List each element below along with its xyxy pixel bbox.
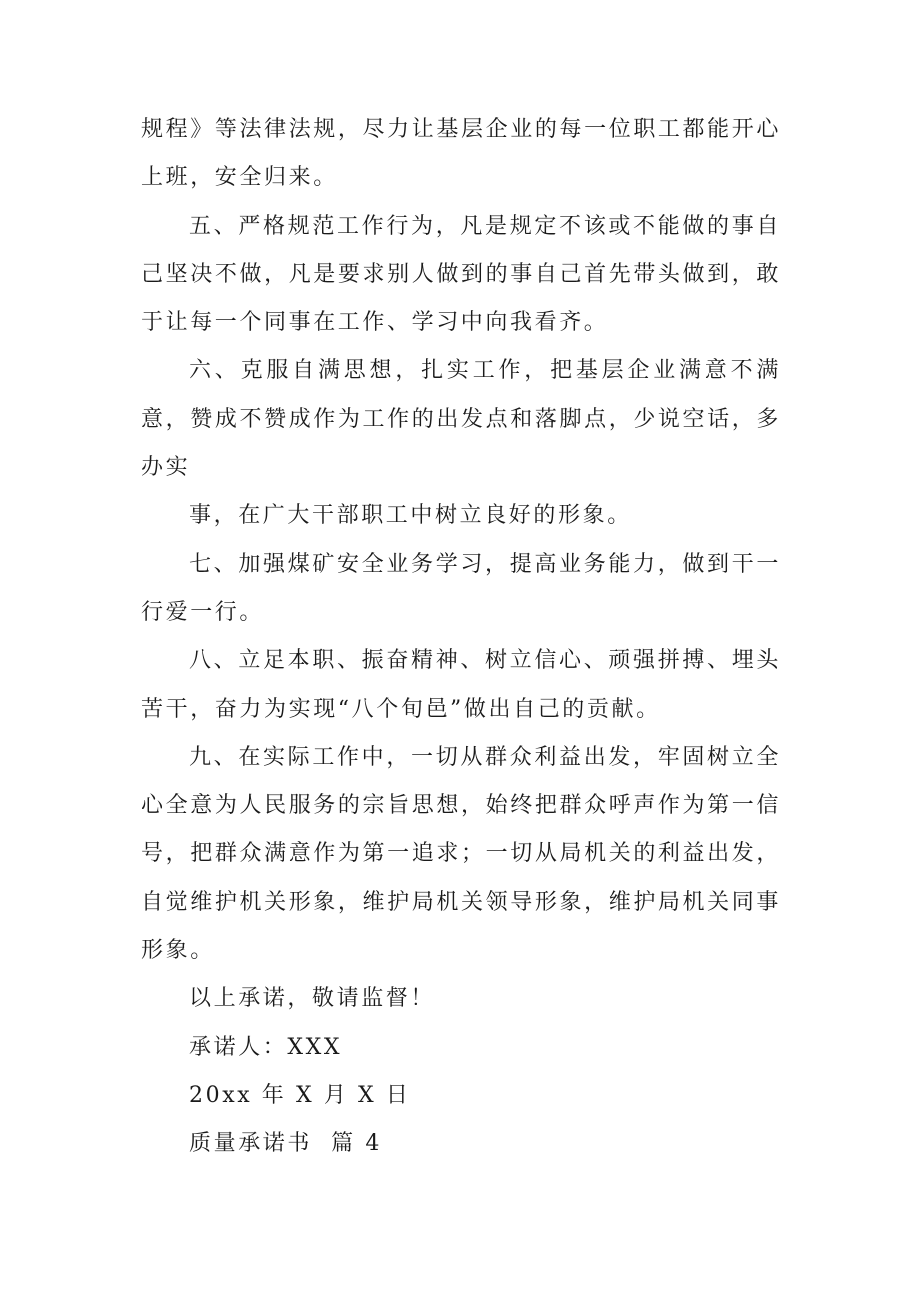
paragraph-item-six: 六、克服自满思想，扎实工作，把基层企业满意不满意，赞成不赞成作为工作的出发点和落脚点，少说空话，多办实 (141, 358, 781, 481)
next-section-heading: 质量承诺书 篇 4 (189, 1131, 382, 1157)
closing-statement: 以上承诺，敬请监督！ (189, 986, 436, 1012)
signatory-line: 承诺人：XXX (189, 1034, 343, 1060)
paragraph-regulations-continuation: 规程》等法律法规，尽力让基层企业的每一位职工都能开心上班，安全归来。 (141, 117, 781, 191)
paragraph-item-nine: 九、在实际工作中，一切从群众利益出发，牢固树立全心全意为人民服务的宗旨思想，始终把群众呼声作为第一信号，把群众满意作为第一追求；一切从局机关的利益出发，自觉维护机关形象，维护局机关领导形象，维护局机关同事形象。 (141, 744, 781, 964)
paragraph-item-five: 五、严格规范工作行为，凡是规定不该或不能做的事自己坚决不做，凡是要求别人做到的事自己首先带头做到，敢于让每一个同事在工作、学习中向我看齐。 (141, 213, 781, 336)
paragraph-item-eight: 八、立足本职、振奋精神、树立信心、顽强拼搏、埋头苦干，奋力为实现“八个旬邑”做出自己的贡献。 (141, 648, 781, 722)
paragraph-item-six-continuation: 事，在广大干部职工中树立良好的形象。 (189, 503, 632, 529)
document-body (141, 106, 781, 1169)
date-line: 20xx 年 X 月 X 日 (189, 1082, 411, 1108)
paragraph-item-seven: 七、加强煤矿安全业务学习，提高业务能力，做到干一行爱一行。 (141, 551, 781, 625)
